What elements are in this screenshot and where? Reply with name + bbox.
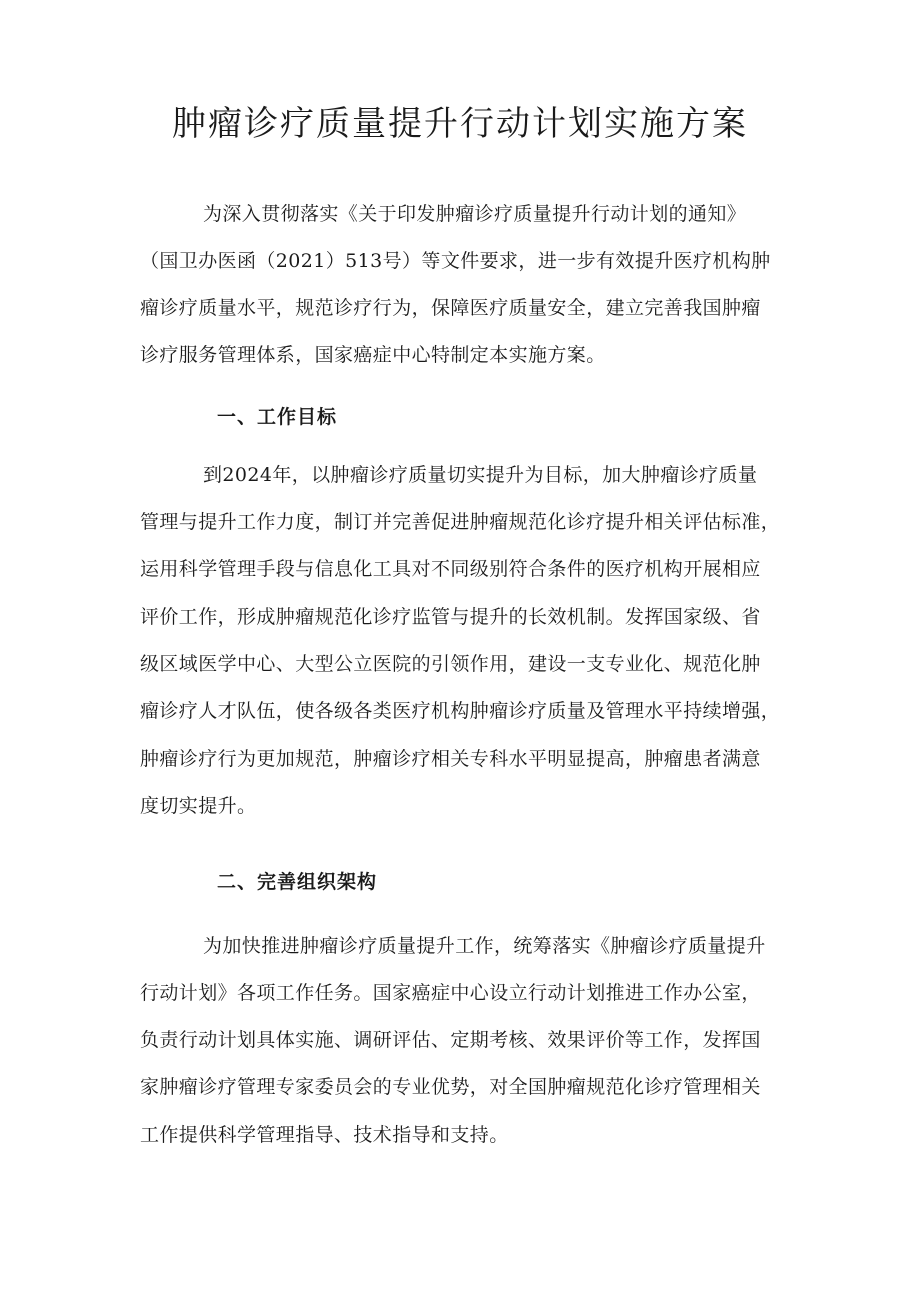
intro-line-4: 诊疗服务管理体系，国家癌症中心特制定本实施方案。 [140,344,606,366]
organization-line-5: 工作提供科学管理指导、技术指导和支持。 [140,1124,509,1146]
goals-line-8: 度切实提升。 [140,795,257,817]
goals-line-6: 瘤诊疗人才队伍，使各级各类医疗机构肿瘤诊疗质量及管理水平持续增强， [140,700,781,722]
goals-line-1: 到2024年，以肿瘤诊疗质量切实提升为目标，加大肿瘤诊疗质量 [203,464,758,486]
goals-line-5: 级区域医学中心、大型公立医院的引领作用，建设一支专业化、规范化肿 [140,653,761,675]
document-title: 肿瘤诊疗质量提升行动计划实施方案 [172,104,748,144]
goals-line-7: 肿瘤诊疗行为更加规范，肿瘤诊疗相关专科水平明显提高，肿瘤患者满意 [140,748,761,770]
section-heading-goals: 一、工作目标 [217,406,338,428]
intro-line-3: 瘤诊疗质量水平，规范诊疗行为，保障医疗质量安全，建立完善我国肿瘤 [140,297,761,319]
organization-line-3: 负责行动计划具体实施、调研评估、定期考核、效果评价等工作，发挥国 [140,1029,761,1051]
section-heading-organization: 二、完善组织架构 [217,871,378,893]
intro-line-1: 为深入贯彻落实《关于印发肿瘤诊疗质量提升行动计划的通知》 [203,203,747,225]
goals-line-3: 运用科学管理手段与信息化工具对不同级别符合条件的医疗机构开展相应 [140,558,761,580]
goals-line-4: 评价工作，形成肿瘤规范化诊疗监管与提升的长效机制。发挥国家级、省 [140,606,761,628]
intro-line-2: （国卫办医函（2021）513号）等文件要求，进一步有效提升医疗机构肿 [140,250,771,272]
organization-line-4: 家肿瘤诊疗管理专家委员会的专业优势，对全国肿瘤规范化诊疗管理相关 [140,1076,761,1098]
goals-line-2: 管理与提升工作力度，制订并完善促进肿瘤规范化诊疗提升相关评估标准， [140,511,781,533]
organization-line-1: 为加快推进肿瘤诊疗质量提升工作，统筹落实《肿瘤诊疗质量提升 [203,935,766,957]
organization-line-2: 行动计划》各项工作任务。国家癌症中心设立行动计划推进工作办公室， [140,982,761,1004]
